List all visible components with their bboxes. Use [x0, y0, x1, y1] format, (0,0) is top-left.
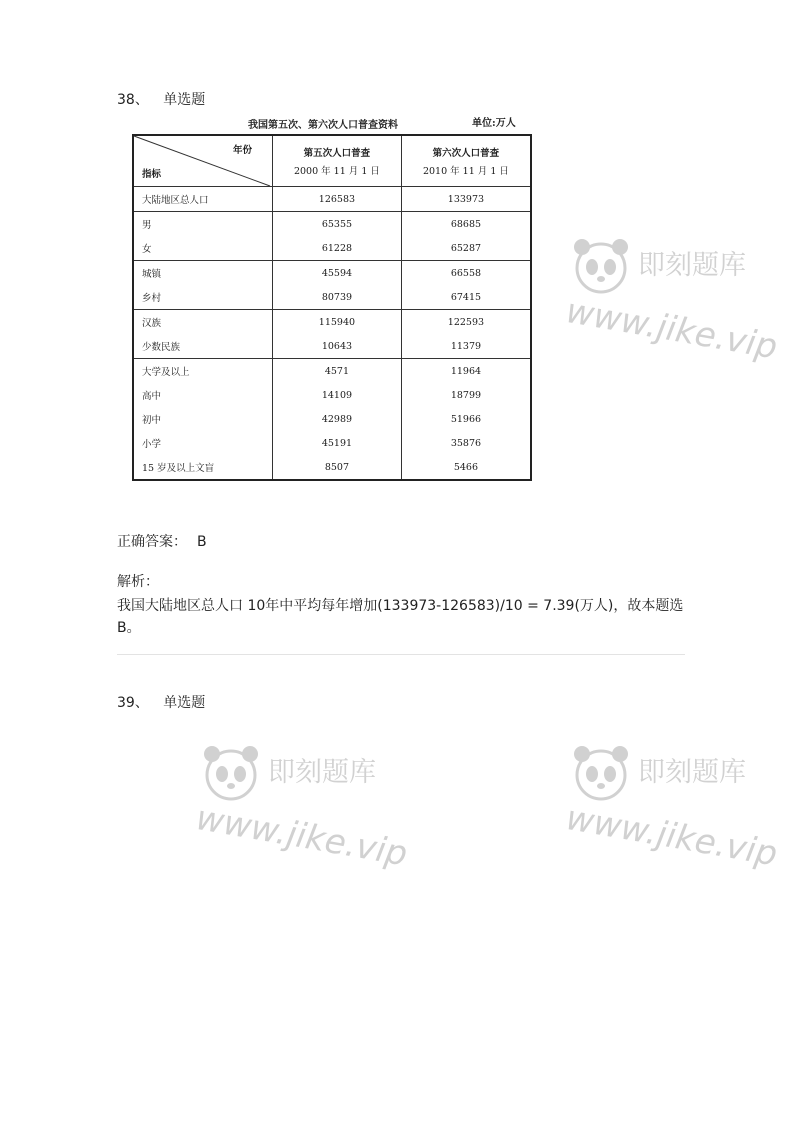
value-2000: 126583	[273, 187, 402, 212]
watermark-right-top	[563, 235, 781, 368]
census-table	[132, 134, 532, 481]
table-unit: 单位:万人	[472, 118, 516, 129]
row-label: 少数民族	[133, 334, 273, 359]
value-2000: 8507	[273, 455, 402, 480]
table-title: 我国第五次、第六次人口普查资料	[248, 120, 398, 131]
watermark-center	[193, 742, 440, 882]
corner-year-label: 年份	[232, 145, 252, 156]
table-row	[133, 285, 531, 310]
table-row	[133, 359, 531, 384]
value-2010: 35876	[401, 431, 531, 455]
table-row	[133, 334, 531, 359]
value-2010: 133973	[401, 187, 531, 212]
value-2000: 42989	[273, 407, 402, 431]
value-2000: 61228	[273, 236, 402, 261]
row-label: 男	[133, 212, 273, 237]
table-row	[133, 407, 531, 431]
analysis-label: 解析：	[117, 574, 159, 590]
row-label: 大学及以上	[133, 359, 273, 384]
question-type: 单选题	[163, 92, 206, 108]
row-label: 汉族	[133, 310, 273, 335]
row-label: 城镇	[133, 261, 273, 286]
watermark-url: www.jike.vip	[193, 798, 411, 875]
question-38-header	[117, 89, 205, 109]
row-label: 初中	[133, 407, 273, 431]
value-2010: 11379	[401, 334, 531, 359]
value-2000: 80739	[273, 285, 402, 310]
table-row	[133, 187, 531, 212]
watermark-brand: 即刻题库	[638, 757, 746, 788]
table-row	[133, 455, 531, 480]
row-label: 15 岁及以上文盲	[133, 455, 273, 480]
corner-indicator-label: 指标	[142, 169, 162, 180]
value-2010: 68685	[401, 212, 531, 237]
question-type: 单选题	[163, 695, 206, 711]
table-row	[133, 310, 531, 335]
panda-logo-icon	[570, 235, 632, 297]
value-2010: 5466	[401, 455, 531, 480]
table-row	[133, 236, 531, 261]
row-label: 大陆地区总人口	[133, 187, 273, 212]
census-table-image	[128, 110, 540, 474]
analysis-text: 我国大陆地区总人口 10年中平均每年增加(133973-126583)/10 = 7.39(万人)，故本题选B。	[117, 598, 684, 636]
value-2000: 4571	[273, 359, 402, 384]
watermark-right-bottom	[563, 742, 781, 875]
value-2000: 65355	[273, 212, 402, 237]
col-2000-title: 第五次人口普查	[303, 148, 371, 159]
value-2010: 67415	[401, 285, 531, 310]
correct-answer	[117, 531, 207, 551]
value-2010: 18799	[401, 383, 531, 407]
header-col-2010	[401, 135, 531, 187]
value-2000: 45594	[273, 261, 402, 286]
question-number: 39、	[117, 695, 149, 711]
question-39-header	[117, 692, 205, 712]
table-row	[133, 212, 531, 237]
value-2000: 10643	[273, 334, 402, 359]
value-2010: 66558	[401, 261, 531, 286]
header-corner-cell	[133, 135, 273, 187]
watermark-brand: 即刻题库	[638, 250, 746, 281]
value-2000: 45191	[273, 431, 402, 455]
table-header-row	[133, 135, 531, 187]
value-2000: 14109	[273, 383, 402, 407]
header-col-2000	[273, 135, 402, 187]
value-2000: 115940	[273, 310, 402, 335]
watermark-url: www.jike.vip	[563, 291, 781, 368]
row-label: 乡村	[133, 285, 273, 310]
table-body	[133, 187, 531, 481]
value-2010: 11964	[401, 359, 531, 384]
col-2000-date: 2000 年 11 月 1 日	[293, 166, 380, 177]
watermark-brand: 即刻题库	[268, 757, 376, 788]
col-2010-date: 2010 年 11 月 1 日	[422, 166, 509, 177]
divider	[117, 654, 685, 655]
row-label: 高中	[133, 383, 273, 407]
col-2010-title: 第六次人口普查	[432, 148, 500, 159]
value-2010: 122593	[401, 310, 531, 335]
table-row	[133, 431, 531, 455]
table-row	[133, 383, 531, 407]
table-row	[133, 261, 531, 286]
value-2010: 65287	[401, 236, 531, 261]
row-label: 小学	[133, 431, 273, 455]
answer-label: 正确答案：	[117, 534, 187, 550]
row-label: 女	[133, 236, 273, 261]
panda-logo-icon	[570, 742, 632, 804]
question-number: 38、	[117, 92, 149, 108]
answer-value: B	[197, 534, 207, 550]
value-2010: 51966	[401, 407, 531, 431]
watermark-url: www.jike.vip	[563, 798, 781, 875]
panda-logo-icon	[200, 742, 262, 804]
